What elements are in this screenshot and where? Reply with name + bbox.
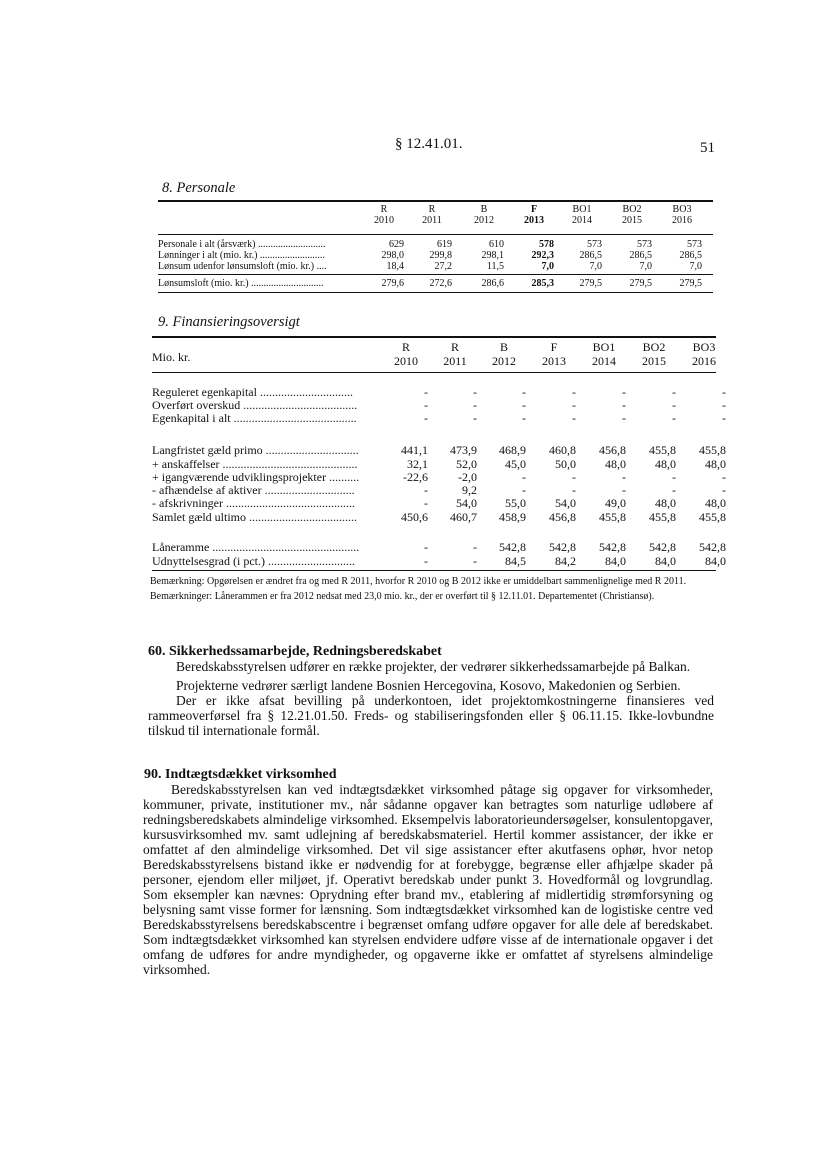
table-cell: 84,0 [705, 554, 726, 568]
column-year: 2016 [672, 215, 692, 226]
column-year: 2012 [474, 215, 494, 226]
table-cell: 52,0 [456, 457, 477, 471]
table-row [152, 411, 726, 425]
table-cell: 619 [437, 239, 452, 250]
column-type: BO1 [592, 340, 616, 354]
section-90-title: 90. Indtægtsdækket virksomhed [144, 767, 337, 782]
column-header [412, 204, 452, 226]
table-cell: 7,0 [589, 261, 602, 272]
table-cell: 45,0 [505, 457, 526, 471]
table-cell: 7,0 [639, 261, 652, 272]
table-row [152, 540, 726, 554]
table-cell: 84,0 [605, 554, 626, 568]
table-cell: - [424, 540, 428, 554]
table-row [152, 554, 726, 568]
column-header [682, 340, 726, 368]
table-cell: - [672, 411, 676, 425]
row-label: Egenkapital i alt ......................................... [152, 411, 357, 425]
page-number: 51 [700, 140, 715, 156]
row-label: Overført overskud ...................................... [152, 398, 358, 412]
table-cell: 279,5 [629, 278, 652, 289]
table-cell: - [722, 398, 726, 412]
column-header [433, 340, 477, 368]
table-rule [158, 274, 713, 275]
table-cell: 48,0 [605, 457, 626, 471]
table-cell: - [522, 411, 526, 425]
table-cell: 473,9 [450, 443, 477, 457]
table-cell: - [622, 483, 626, 497]
column-type: R [380, 204, 388, 215]
table-notes [150, 576, 716, 603]
column-year: 2016 [692, 354, 716, 368]
table-cell: 279,5 [579, 278, 602, 289]
table-cell: 458,9 [499, 510, 526, 524]
table-cell: 54,0 [456, 496, 477, 510]
table-cell: 610 [489, 239, 504, 250]
column-type: BO2 [622, 204, 642, 215]
section-9-title: 9. Finansieringsoversigt [158, 314, 300, 330]
table-cell: - [572, 385, 576, 399]
note-2: Bemærkninger: Lånerammen er fra 2012 nedsat med 23,0 mio. kr., der er overført til § 12.11.01. Departementet (Christiansø). [150, 591, 655, 602]
table-cell: 11,5 [486, 261, 504, 272]
table-cell: 629 [389, 239, 404, 250]
column-type: BO3 [672, 204, 692, 215]
row-label: Udnyttelsesgrad (i pct.) ............................. [152, 554, 355, 568]
table-cell: - [424, 483, 428, 497]
table-cell: - [473, 385, 477, 399]
section-60-paragraph: Beredskabsstyrelsen udfører en række projekter, der vedrører sikkerhedssamarbejde på Balkan. [176, 659, 691, 674]
table-cell: 272,6 [429, 278, 452, 289]
table-cell: 298,1 [481, 250, 504, 261]
column-type: R [428, 204, 436, 215]
table-cell: 542,8 [599, 540, 626, 554]
row-label: Lønsum udenfor lønsumsloft (mio. kr.) .... [158, 261, 327, 272]
table-cell: - [522, 483, 526, 497]
table-row [152, 443, 726, 457]
column-header [364, 204, 404, 226]
table-cell: 286,6 [481, 278, 504, 289]
table-cell: - [622, 411, 626, 425]
table-cell: -22,6 [403, 470, 428, 484]
table-cell: 32,1 [407, 457, 428, 471]
row-label: + igangværende udviklingsprojekter .......... [152, 470, 360, 484]
table-cell: - [672, 398, 676, 412]
table-cell: 468,9 [499, 443, 526, 457]
row-label: Personale i alt (årsværk) ........................... [158, 239, 326, 250]
column-year: 2014 [572, 215, 592, 226]
section-90-body [143, 782, 713, 977]
table-cell: 84,0 [655, 554, 676, 568]
table-cell: 9,2 [462, 483, 477, 497]
table-cell: - [424, 398, 428, 412]
table-cell: - [572, 483, 576, 497]
table-cell: 84,5 [505, 554, 526, 568]
table-cell: - [522, 470, 526, 484]
column-year: 2011 [443, 354, 467, 368]
table-cell: 542,8 [649, 540, 676, 554]
column-year: 2015 [622, 215, 642, 226]
column-year: 2013 [524, 215, 544, 226]
table-cell: - [424, 385, 428, 399]
table-cell: 54,0 [555, 496, 576, 510]
section-60-paragraph: Der er ikke afsat bevilling på underkontoen, idet projektomkostningerne finansieres ved rammeoverførsel fra § 12.21.01.50. Freds- og stabiliseringsfonden eller § 06.11.15. Ikke-lovbundne tilskud til internationale formål. [148, 693, 714, 738]
table-cell: - [622, 385, 626, 399]
table-row [158, 250, 713, 261]
table-rule [158, 292, 713, 293]
table-row [158, 261, 713, 272]
column-header [514, 204, 554, 226]
table-cell: 542,8 [549, 540, 576, 554]
table-cell: - [424, 411, 428, 425]
section-8-title: 8. Personale [162, 180, 236, 196]
column-header [482, 340, 526, 368]
column-type: F [530, 204, 538, 215]
table-cell: 573 [587, 239, 602, 250]
table-cell: 450,6 [401, 510, 428, 524]
table-cell: 455,8 [649, 510, 676, 524]
table-rule [152, 372, 716, 373]
column-year: 2015 [642, 354, 666, 368]
column-year: 2012 [492, 354, 516, 368]
table-cell: - [672, 385, 676, 399]
table-cell: - [473, 540, 477, 554]
table-cell: - [522, 385, 526, 399]
table-cell: - [722, 483, 726, 497]
column-year: 2010 [374, 215, 394, 226]
column-type: R [401, 340, 410, 354]
table-cell: - [722, 470, 726, 484]
column-header [662, 204, 702, 226]
table-cell: 455,8 [599, 510, 626, 524]
section-60-title: 60. Sikkerhedssamarbejde, Redningsberedskabet [148, 644, 442, 659]
table-cell: - [572, 411, 576, 425]
table-cell: 279,5 [679, 278, 702, 289]
table-cell: - [522, 398, 526, 412]
table-cell: -2,0 [458, 470, 477, 484]
table-cell: - [473, 398, 477, 412]
table-cell: 49,0 [605, 496, 626, 510]
table-cell: 27,2 [434, 261, 452, 272]
table-row [158, 239, 713, 250]
row-label: Reguleret egenkapital ............................... [152, 385, 353, 399]
table-cell: - [722, 411, 726, 425]
table-cell: 48,0 [655, 496, 676, 510]
page-section-reference: § 12.41.01. [395, 136, 463, 152]
table-cell: - [572, 398, 576, 412]
table-cell: 542,8 [499, 540, 526, 554]
column-type: BO3 [692, 340, 716, 354]
table-row [152, 496, 726, 510]
table-cell: 286,5 [679, 250, 702, 261]
column-header [612, 204, 652, 226]
row-label: - afskrivninger ........................................... [152, 496, 355, 510]
column-type: B [480, 204, 488, 215]
table-cell: 48,0 [705, 457, 726, 471]
table-cell: 460,8 [549, 443, 576, 457]
table-cell: 55,0 [505, 496, 526, 510]
table-cell: 456,8 [599, 443, 626, 457]
table-cell: 7,0 [541, 261, 554, 272]
table-cell: 48,0 [705, 496, 726, 510]
table-cell: 573 [637, 239, 652, 250]
table-rule [152, 570, 716, 571]
table-rule [152, 336, 716, 338]
table-cell: 460,7 [450, 510, 477, 524]
table-cell: 455,8 [699, 510, 726, 524]
row-label: Lønninger i alt (mio. kr.) .......................... [158, 250, 325, 261]
table-cell: 285,3 [531, 278, 554, 289]
table-cell: - [722, 385, 726, 399]
table-cell: - [424, 496, 428, 510]
table-cell: 578 [539, 239, 554, 250]
section-90-paragraph: Beredskabsstyrelsen kan ved indtægtsdækket virksomhed påtage sig opgaver for virksomheder, kommuner, private, institutioner mv., når sådanne opgaver kan betragtes som naturlige udløbere af redningsberedskabets almindelige virksomhed. Eksempelvis laboratorieundersøgelser, konsulentopgaver, kursusvirksomhed mv. samt udlejning af beredskabsmateriel. Hertil kommer assistancer, der ikke er omfattet af den almindelige virksomhed. Det vil sige assistancer efter akutfasens ophør, hvor netop Beredskabsstyrelsens bistand ikke er nødvendig for at forebygge, begrænse eller afhjælpe skader på personer, ejendom eller miljøet, jf. Operativt beredskab under punkt 3. Hovedformål og lovgrundlag. Som eksempler kan nævnes: Oprydning efter brand mv., etablering af midlertidig strømforsyning og belysning samt visse former for lænsning. Som indtægtsdækket virksomhed kan de logistiske centre ved Beredskabsstyrelsens beredskabscentre i begrænset omfang udføre opgaver for alle dele af beredskabet. Som indtægtsdækket virksomhed kan styrelsen endvidere udføre visse af de internationale opgaver i det omfang de udføres for andre myndigheder, og opgaverne ikke er omfattet af styrelsens almindelige virksomhed. [143, 782, 713, 977]
row-label: - afhændelse af aktiver .............................. [152, 483, 355, 497]
column-year: 2014 [592, 354, 616, 368]
section-60-body [148, 659, 714, 738]
table-cell: 441,1 [401, 443, 428, 457]
table-cell: 455,8 [699, 443, 726, 457]
row-label: Lønsumsloft (mio. kr.) ............................. [158, 278, 324, 289]
table-cell: 542,8 [699, 540, 726, 554]
row-label: Låneramme ................................................. [152, 540, 360, 554]
column-type: B [499, 340, 508, 354]
table-cell: - [672, 483, 676, 497]
table-rule [158, 200, 713, 202]
table-cell: 299,8 [429, 250, 452, 261]
column-header [582, 340, 626, 368]
column-type: BO2 [642, 340, 666, 354]
table-rule [158, 234, 713, 235]
row-label: Langfristet gæld primo ............................... [152, 443, 359, 457]
table-cell: 7,0 [689, 261, 702, 272]
row-label: Samlet gæld ultimo .................................... [152, 510, 358, 524]
table-cell: 456,8 [549, 510, 576, 524]
table-cell: 48,0 [655, 457, 676, 471]
table-cell: - [473, 411, 477, 425]
note-1: Bemærkning: Opgørelsen er ændret fra og med R 2011, hvorfor R 2010 og B 2012 ikke er umiddelbart sammenlignelige med R 2011. [150, 576, 687, 587]
table-cell: - [622, 470, 626, 484]
table-cell: 298,0 [381, 250, 404, 261]
section-60-paragraph: Projekterne vedrører særligt landene Bosnien Hercegovina, Kosovo, Makedonien og Serbien. [176, 678, 681, 693]
table-cell: - [572, 470, 576, 484]
table-cell: 84,2 [555, 554, 576, 568]
table-cell: 50,0 [555, 457, 576, 471]
column-type: R [450, 340, 459, 354]
table-cell: 455,8 [649, 443, 676, 457]
table-cell: 286,5 [579, 250, 602, 261]
column-year: 2013 [542, 354, 566, 368]
table-row [152, 510, 726, 524]
table-cell: - [473, 554, 477, 568]
unit-label: Mio. kr. [152, 350, 191, 364]
column-year: 2011 [422, 215, 442, 226]
column-header [562, 204, 602, 226]
table-row [158, 278, 713, 289]
column-header [532, 340, 576, 368]
table-cell: - [424, 554, 428, 568]
table-cell: - [622, 398, 626, 412]
table-cell: - [672, 470, 676, 484]
column-year: 2010 [394, 354, 418, 368]
table-cell: 286,5 [629, 250, 652, 261]
column-type: F [550, 340, 558, 354]
row-label: + anskaffelser ............................................. [152, 457, 358, 471]
table-cell: 292,3 [531, 250, 554, 261]
column-type: BO1 [572, 204, 592, 215]
column-header [632, 340, 676, 368]
table-cell: 573 [687, 239, 702, 250]
column-header [464, 204, 504, 226]
table-cell: 279,6 [381, 278, 404, 289]
table-cell: 18,4 [386, 261, 404, 272]
column-header [384, 340, 428, 368]
